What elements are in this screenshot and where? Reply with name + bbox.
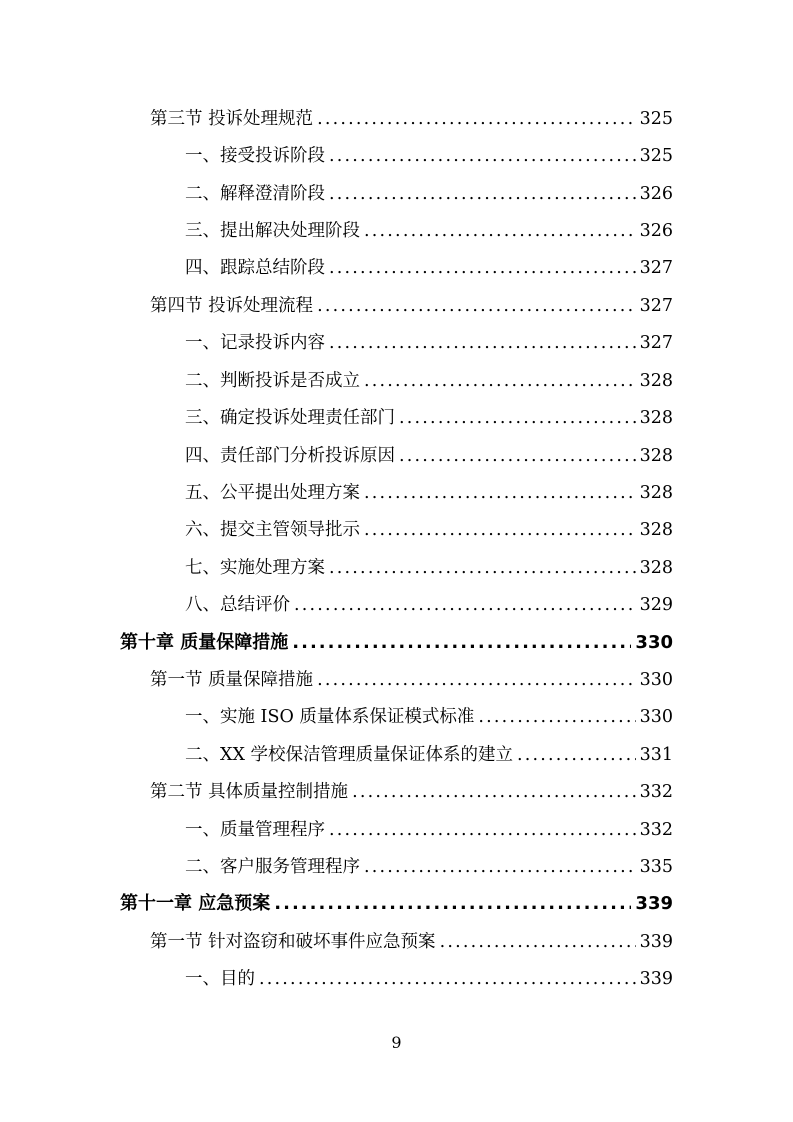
toc-entry-title: 一、目的 xyxy=(185,969,255,989)
toc-entry-title: 六、提交主管领导批示 xyxy=(185,520,360,540)
toc-entry-title: 第四节 投诉处理流程 xyxy=(150,296,314,316)
toc-entry-page-number: 328 xyxy=(639,408,673,428)
toc-item-entry[interactable] xyxy=(185,328,673,358)
toc-entry-page-number: 330 xyxy=(639,707,673,727)
dot-leader xyxy=(317,665,636,695)
toc-entry-title: 二、XX 学校保洁管理质量保证体系的建立 xyxy=(185,745,513,765)
dot-leader xyxy=(478,702,635,732)
toc-entry-page-number: 328 xyxy=(639,558,673,578)
toc-entry-page-number: 327 xyxy=(639,333,673,353)
toc-entry-title: 一、质量管理程序 xyxy=(185,820,325,840)
toc-entry-title: 第十章 质量保障措施 xyxy=(120,632,289,653)
dot-leader xyxy=(329,253,636,283)
toc-item-entry[interactable] xyxy=(185,702,673,732)
toc-entry-page-number: 330 xyxy=(639,670,673,690)
dot-leader xyxy=(364,366,636,396)
toc-chapter-entry[interactable] xyxy=(120,628,673,658)
toc-entry-page-number: 328 xyxy=(639,520,673,540)
toc-entry-title: 二、判断投诉是否成立 xyxy=(185,371,360,391)
dot-leader xyxy=(364,478,636,508)
toc-item-entry[interactable] xyxy=(185,179,673,209)
dot-leader xyxy=(329,815,636,845)
toc-section-entry[interactable] xyxy=(150,927,673,957)
toc-chapter-entry[interactable] xyxy=(120,889,673,919)
toc-item-entry[interactable] xyxy=(185,141,673,171)
toc-entry-page-number: 332 xyxy=(639,820,673,840)
toc-entry-page-number: 332 xyxy=(639,782,673,802)
toc-entry-title: 二、客户服务管理程序 xyxy=(185,857,360,877)
toc-item-entry[interactable] xyxy=(185,216,673,246)
dot-leader xyxy=(517,740,636,770)
toc-section-entry[interactable] xyxy=(150,777,673,807)
dot-leader xyxy=(329,179,636,209)
toc-item-entry[interactable] xyxy=(185,403,673,433)
toc-entry-title: 五、公平提出处理方案 xyxy=(185,483,360,503)
dot-leader xyxy=(294,590,636,620)
dot-leader xyxy=(329,141,636,171)
toc-entry-page-number: 339 xyxy=(635,893,673,914)
toc-entry-title: 三、确定投诉处理责任部门 xyxy=(185,408,395,428)
toc-item-entry[interactable] xyxy=(185,253,673,283)
toc-entry-page-number: 335 xyxy=(639,857,673,877)
toc-item-entry[interactable] xyxy=(185,441,673,471)
toc-entry-title: 第一节 质量保障措施 xyxy=(150,670,314,690)
dot-leader xyxy=(399,441,636,471)
dot-leader xyxy=(352,777,636,807)
dot-leader xyxy=(440,927,636,957)
toc-entry-title: 四、跟踪总结阶段 xyxy=(185,258,325,278)
toc-section-entry[interactable] xyxy=(150,665,673,695)
toc-entry-page-number: 339 xyxy=(639,969,673,989)
toc-entry-page-number: 330 xyxy=(635,632,673,653)
toc-entry-title: 第十一章 应急预案 xyxy=(120,893,271,914)
toc-item-entry[interactable] xyxy=(185,815,673,845)
toc-entry-title: 一、实施 ISO 质量体系保证模式标准 xyxy=(185,707,475,727)
dot-leader xyxy=(399,403,636,433)
toc-entry-title: 三、提出解决处理阶段 xyxy=(185,221,360,241)
toc-item-entry[interactable] xyxy=(185,964,673,994)
dot-leader xyxy=(364,515,636,545)
toc-entry-title: 一、记录投诉内容 xyxy=(185,333,325,353)
toc-entry-page-number: 328 xyxy=(639,483,673,503)
toc-entry-page-number: 326 xyxy=(639,184,673,204)
toc-item-entry[interactable] xyxy=(185,852,673,882)
toc-item-entry[interactable] xyxy=(185,590,673,620)
toc-entry-title: 八、总结评价 xyxy=(185,595,290,615)
toc-entry-page-number: 329 xyxy=(639,595,673,615)
toc-entry-page-number: 331 xyxy=(639,745,673,765)
toc-entry-page-number: 328 xyxy=(639,446,673,466)
toc-entry-page-number: 328 xyxy=(639,371,673,391)
dot-leader xyxy=(329,553,636,583)
dot-leader xyxy=(364,852,636,882)
dot-leader xyxy=(259,964,636,994)
dot-leader xyxy=(274,889,631,919)
toc-entry-page-number: 326 xyxy=(639,221,673,241)
toc-item-entry[interactable] xyxy=(185,515,673,545)
toc-entry-title: 第三节 投诉处理规范 xyxy=(150,109,314,129)
dot-leader xyxy=(329,328,636,358)
toc-entry-page-number: 325 xyxy=(639,109,673,129)
toc-entry-page-number: 325 xyxy=(639,146,673,166)
dot-leader xyxy=(317,291,636,321)
dot-leader xyxy=(292,628,631,658)
toc-entry-title: 第一节 针对盗窃和破坏事件应急预案 xyxy=(150,932,436,952)
toc-item-entry[interactable] xyxy=(185,478,673,508)
toc-item-entry[interactable] xyxy=(185,553,673,583)
toc-entry-page-number: 327 xyxy=(639,296,673,316)
dot-leader xyxy=(364,216,636,246)
toc-section-entry[interactable] xyxy=(150,291,673,321)
toc-entry-title: 二、解释澄清阶段 xyxy=(185,184,325,204)
toc-entry-title: 四、责任部门分析投诉原因 xyxy=(185,446,395,466)
page-number-footer: 9 xyxy=(391,1033,402,1052)
toc-entry-title: 第二节 具体质量控制措施 xyxy=(150,782,349,802)
toc-section-entry[interactable] xyxy=(150,104,673,134)
toc-item-entry[interactable] xyxy=(185,740,673,770)
toc-entry-page-number: 339 xyxy=(639,932,673,952)
toc-entry-title: 七、实施处理方案 xyxy=(185,558,325,578)
toc-entry-page-number: 327 xyxy=(639,258,673,278)
toc-entry-title: 一、接受投诉阶段 xyxy=(185,146,325,166)
dot-leader xyxy=(317,104,636,134)
toc-item-entry[interactable] xyxy=(185,366,673,396)
